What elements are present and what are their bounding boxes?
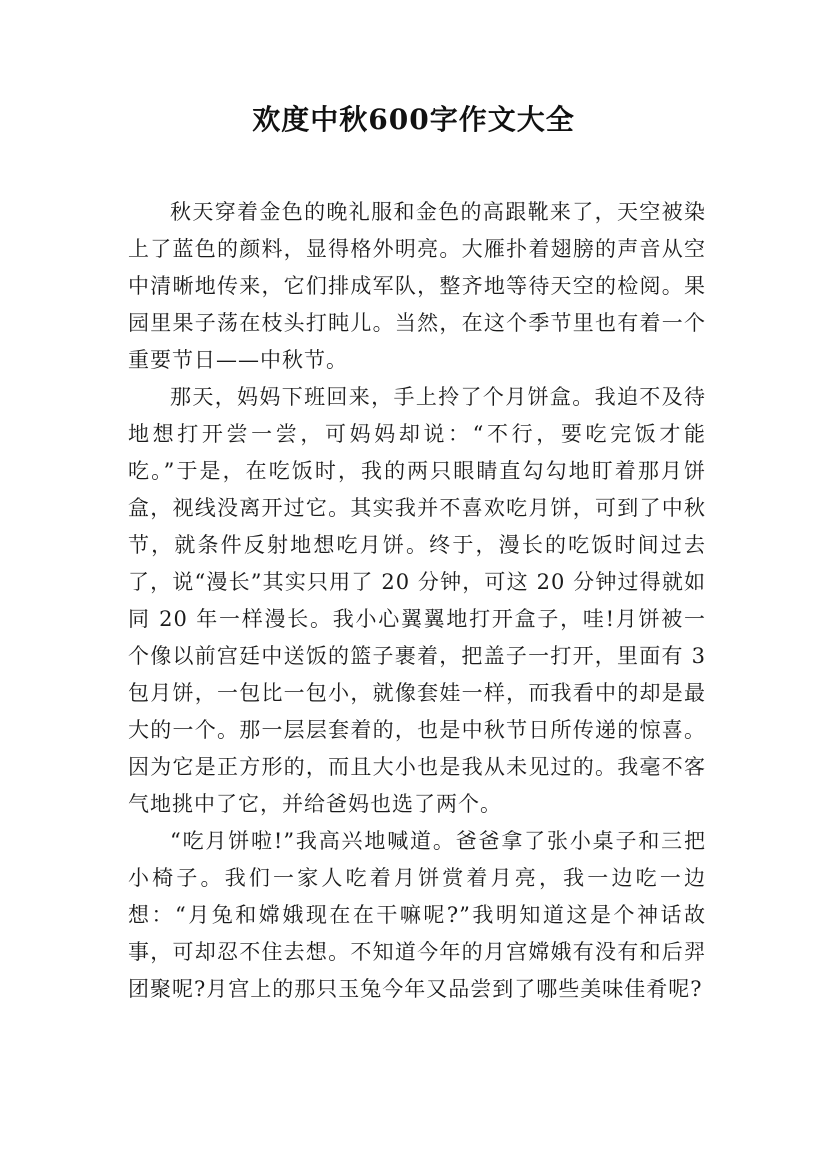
paragraph-3: “吃月饼啦!”我高兴地喊道。爸爸拿了张小桌子和三把小椅子。我们一家人吃着月饼赏着月亮，我一边吃一边想：“月兔和嫦娥现在在干嘛呢?”我明知道这是个神话故事，可却忍不住去想。不知道今年的月宫嫦娥有没有和后羿团聚呢?月宫上的那只玉兔今年又品尝到了哪些美味佳肴呢?	[128, 829, 706, 1001]
paragraph-1: 秋天穿着金色的晚礼服和金色的高跟靴来了，天空被染上了蓝色的颜料，显得格外明亮。大雁扑着翅膀的声音从空中清晰地传来，它们排成军队，整齐地等待天空的检阅。果园里果子荡在枝头打盹儿。当然，在这个季节里也有着一个重要节日——中秋节。	[128, 200, 706, 372]
document-title: 欢度中秋600字作文大全	[252, 103, 575, 136]
document-body	[128, 194, 706, 1008]
paragraph-2: 那天，妈妈下班回来，手上拎了个月饼盒。我迫不及待地想打开尝一尝，可妈妈却说：“不行，要吃完饭才能吃。”于是，在吃饭时，我的两只眼睛直勾勾地盯着那月饼盒，视线没离开过它。其实我并不喜欢吃月饼，可到了中秋节，就条件反射地想吃月饼。终于，漫长的吃饭时间过去了，说“漫长”其实只用了 20 分钟，可这 20 分钟过得就如同 20 年一样漫长。我小心翼翼地打开盒子，哇!月饼被一个像以前宫廷中送饭的篮子裹着，把盖子一打开，里面有 3 包月饼，一包比一包小，就像套娃一样，而我看中的却是最大的一个。那一层层套着的，也是中秋节日所传递的惊喜。因为它是正方形的，而且大小也是我从未见过的。我毫不客气地挑中了它，并给爸妈也选了两个。	[128, 385, 706, 816]
